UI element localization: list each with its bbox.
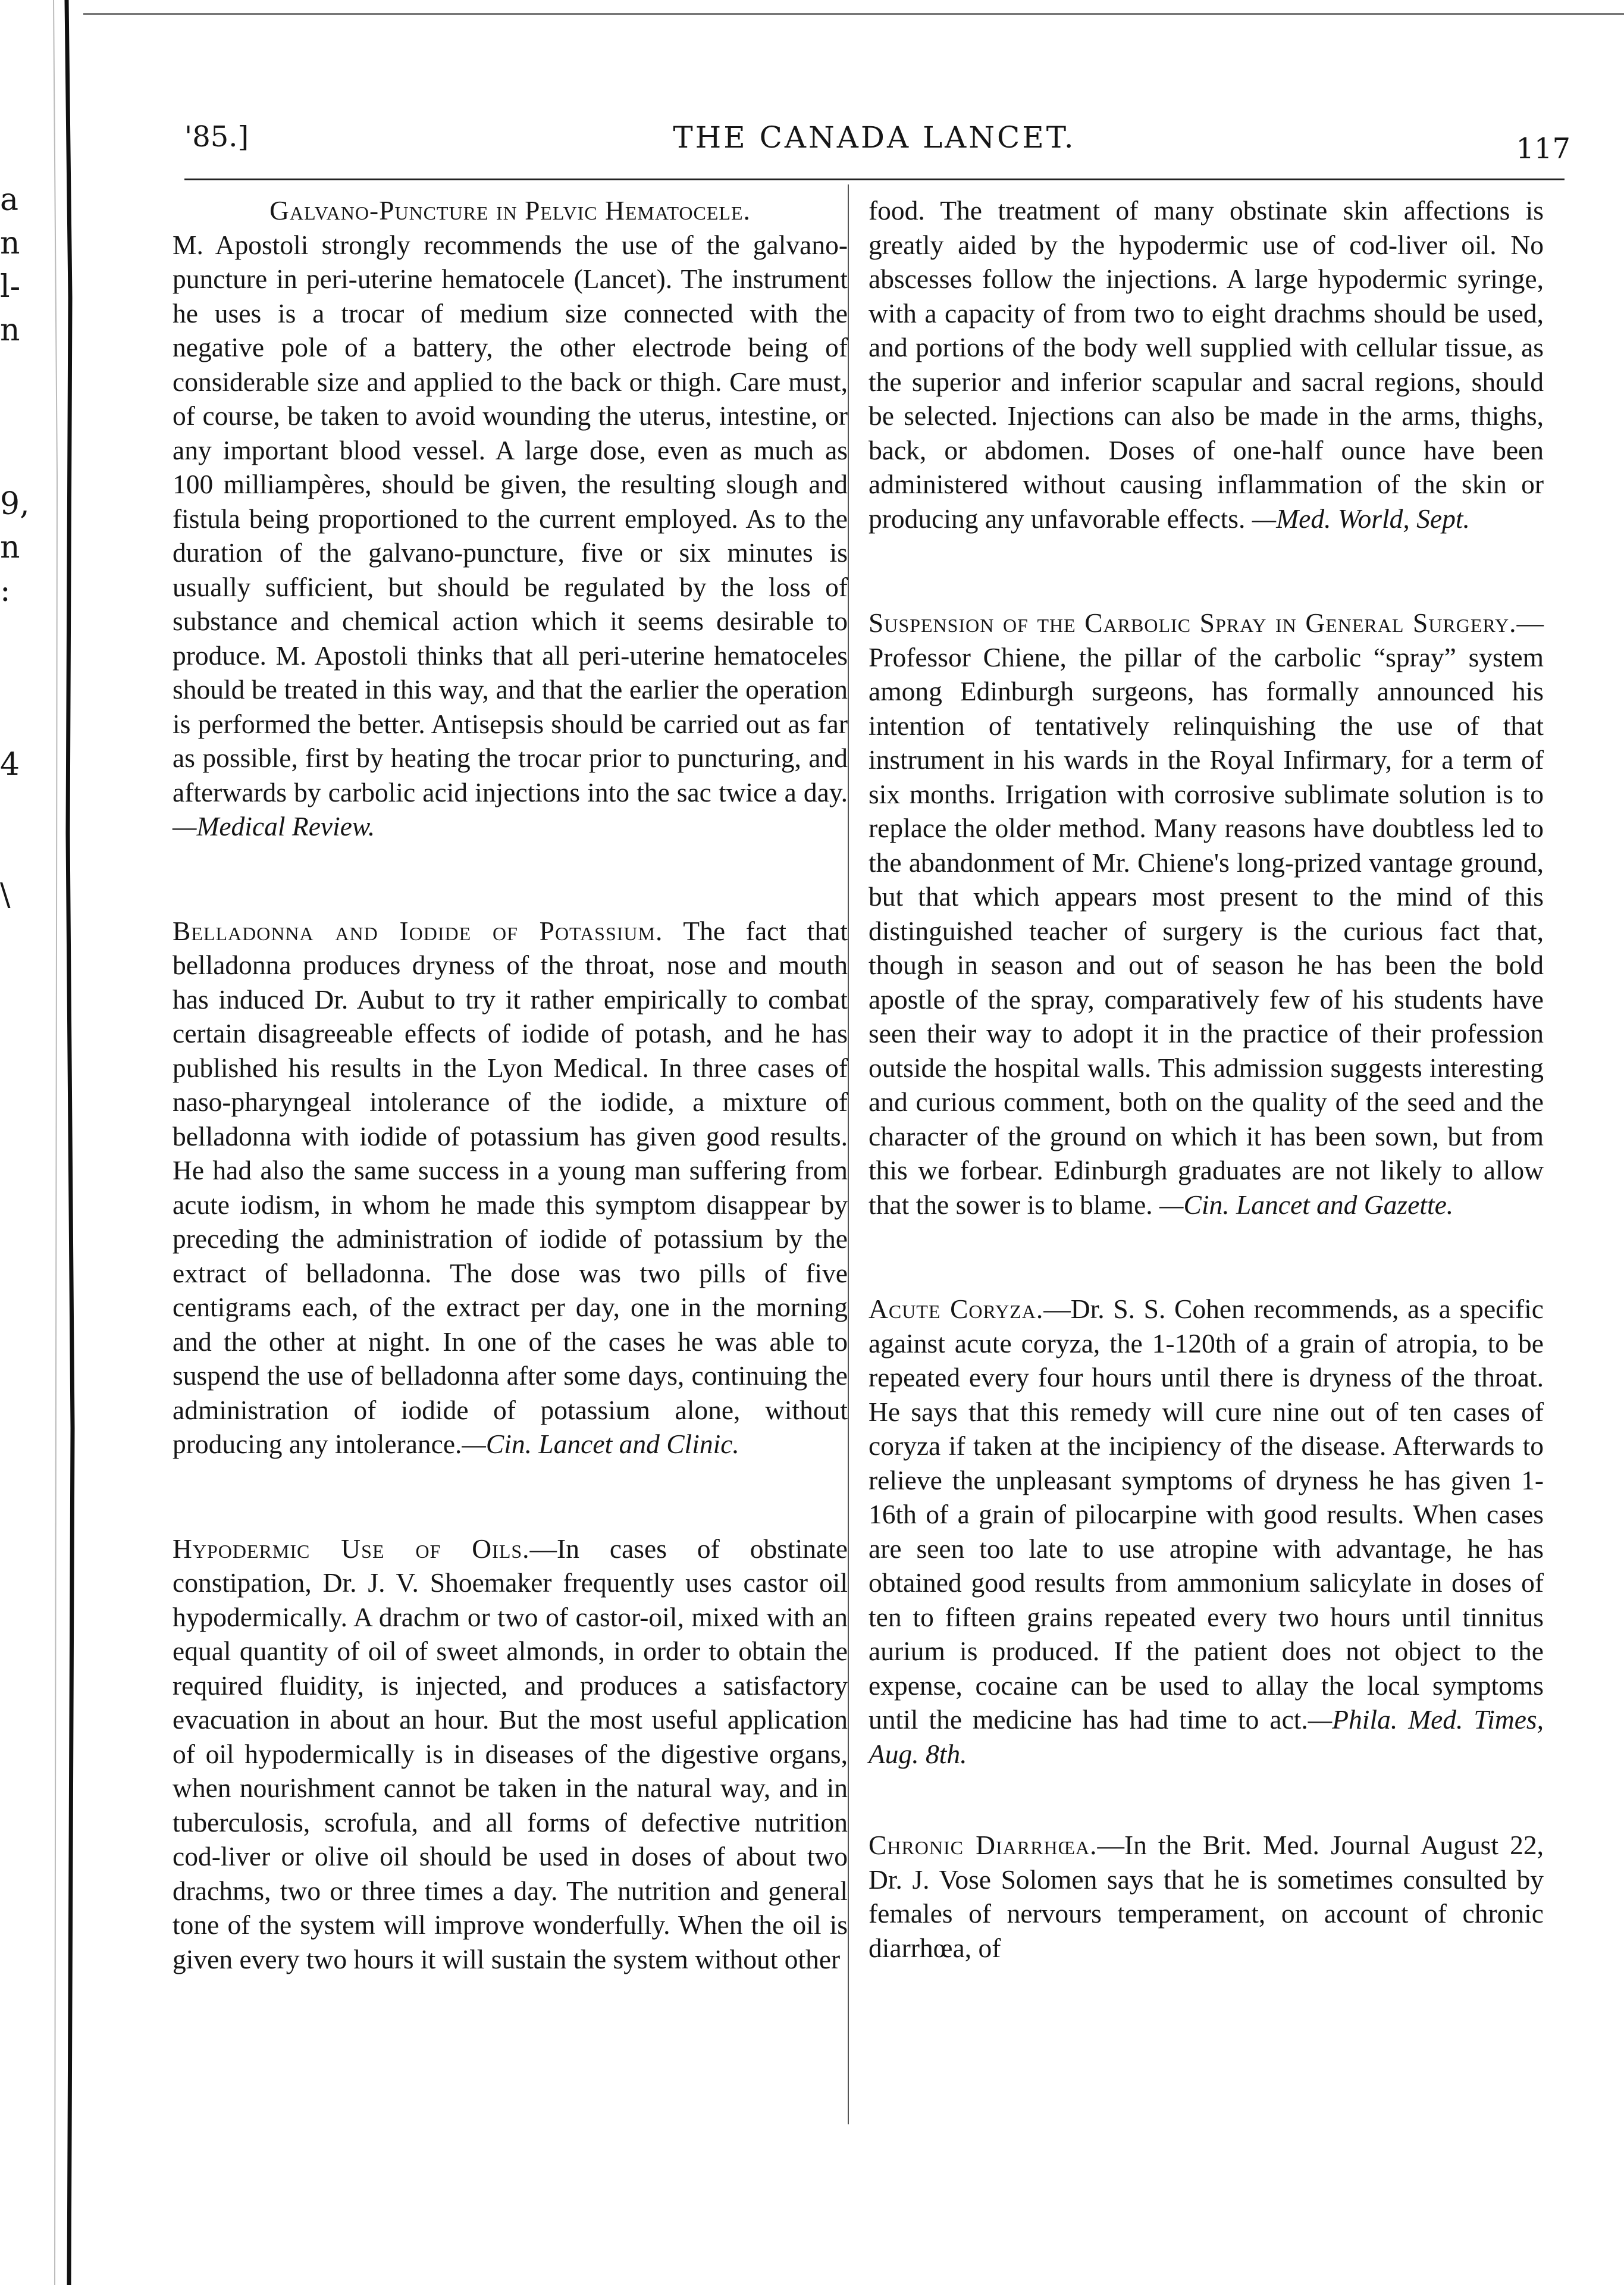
margin-fragment: n bbox=[0, 312, 20, 348]
right-column bbox=[869, 193, 1544, 1965]
article-hypodermic-oils bbox=[173, 1532, 848, 1977]
margin-fragment: a bbox=[0, 182, 19, 218]
margin-fragment bbox=[0, 396, 24, 439]
article-text: The fact that belladonna produces dryness of the throat, nose and mouth has induced Dr. Aubut to try it rather empirically to combat certain disagreeable effects of iodide of potash, and he has published his results in the Lyon Medical. In three cases of naso-pharyngeal intolerance of the iodide, a mixture of belladonna with iodide of potassium has given good results. He had also the same success in a young man suffering from acute iodism, in whom he made this symptom disappear by preceding the administration of iodide of potassium by the extract of belladonna. The dose was two pills of five centigrams each, of the extract per day, one in the morning and the other at night. In one of the cases he was able to suspend the use of belladonna after some days, continuing the administration of iodide of potassium alone, without producing any intolerance. bbox=[173, 915, 848, 1459]
article-title: Hypodermic Use of Oils. bbox=[173, 1533, 530, 1564]
margin-fragment bbox=[0, 787, 24, 830]
article-body bbox=[869, 606, 1544, 1222]
margin-fragment: : bbox=[0, 573, 11, 609]
article-galvano-puncture bbox=[173, 193, 848, 844]
margin-fragment: n bbox=[0, 530, 20, 565]
scan-top-rule bbox=[83, 0, 1624, 15]
article-body bbox=[173, 914, 848, 1461]
article-text: —In cases of obstinate constipation, Dr. J. V. Shoemaker frequently uses castor oil hypodermically. A drachm or two of castor-oil, mixed with an equal quantity of oil of sweet almonds, in order to obtain the required fluidity, is injected, and produces a satisfactory evacuation in about an hour. But the most useful application of oil hypodermically is in diseases of the digestive organs, when nourishment cannot be taken in the natural way, and in tuberculosis, scrofula, and all forms of defective nutrition cod-liver or olive oil should be used in doses of about two drachms, two or three times a day. The nutrition and general tone of the system will improve wonderfully. When the oil is given every two hours it will sustain the system without other bbox=[173, 1533, 848, 1974]
margin-fragment bbox=[0, 352, 24, 396]
article-title: Belladonna and Iodide of Potassium. bbox=[173, 915, 663, 946]
margin-fragment bbox=[0, 439, 24, 483]
article-body bbox=[173, 228, 848, 844]
margin-fragment: n bbox=[0, 226, 20, 261]
article-body bbox=[869, 193, 1544, 536]
margin-fragment: 9, bbox=[0, 486, 30, 522]
article-title: Suspension of the Carbolic Spray in General Surgery. bbox=[869, 608, 1517, 638]
article-text: —Professor Chiene, the pillar of the carbolic “spray” system among Edinburgh surgeons, has formally announced his intention of tentatively relinquishing the use of that instrument in his wards in the Royal Infirmary, for a term of six months. Irrigation with corrosive sublimate solution is to replace the older method. Many reasons have doubtless led to the abandonment of Mr. Chiene's long-prized vantage ground, but that which appears most present to the mind of this distinguished teacher of surgery is the curious fact that, though in season and out of season he has been the bold apostle of the spray, comparatively few of his students have seen their way to adopt it in the practice of their profession outside the hospital walls. This admission suggests interesting and curious comment, both on the quality of the seed and the character of the ground on which it has been sown, but from this we forbear. Edinburgh graduates are not likely to allow that the sower is to blame. bbox=[869, 608, 1544, 1220]
article-text: food. The treatment of many obstinate skin affections is greatly aided by the hypodermic use of cod-liver oil. No abscesses follow the injections. A large hypodermic syringe, with a capacity of from two to eight drachms should be used, and portions of the body well supplied with cellular tissue, as the superior and inferior scapular and sacral regions, should be selected. Injections can also be made in the arms, thighs, back, or abdomen. Doses of one-half ounce have been administered without causing inflammation of the skin or producing any unfavorable effects. bbox=[869, 195, 1544, 534]
header-year: '85.] bbox=[184, 120, 249, 154]
article-title: Galvano-Puncture in Pelvic Hematocele. bbox=[269, 195, 751, 226]
margin-fragment bbox=[0, 613, 24, 656]
article-source: —Phila. Med. Times, Aug. 8th. bbox=[869, 1704, 1544, 1769]
margin-fragment: \ bbox=[0, 877, 11, 913]
article-text: —In the Brit. Med. Journal August 22, Dr. J. Vose Solomen says that he is sometimes consulted by females of nervours temperament, on account of chronic diarrhœa, of bbox=[869, 1830, 1544, 1963]
margin-fragment bbox=[0, 656, 24, 700]
margin-fragment bbox=[0, 830, 24, 874]
article-text: M. Apostoli strongly recommends the use of the galvano-puncture in peri-uterine hematocele (Lancet). The instrument he uses is a trocar of medium size connected with the negative pole of a battery, the other electrode being of considerable size and applied to the back or thigh. Care must, of course, be taken to avoid wounding the uterus, intestine, or any important blood vessel. A large dose, even as much as 100 milliampères, should be given, the resulting slough and fistula being proportioned to the current employed. As to the duration of the galvano-puncture, five or six minutes is usually sufficient, but should be regulated by the loss of substance and chemical action which it seems desirable to produce. M. Apostoli thinks that all peri-uterine hematoceles should be treated in this way, and that the earlier the operation is performed the better. Antisepsis should be carried out as far as possible, first by heating the trocar prior to puncturing, and afterwards by carbolic acid injections into the sac twice a day. bbox=[173, 229, 848, 807]
article-body bbox=[173, 1532, 848, 1977]
article-source: —Cin. Lancet and Clinic. bbox=[462, 1429, 739, 1459]
article-body bbox=[869, 1828, 1544, 1965]
article-source: —Medical Review. bbox=[173, 811, 375, 841]
margin-fragment: 4 bbox=[0, 747, 20, 782]
column-divider bbox=[848, 184, 849, 2124]
article-carbolic-spray bbox=[869, 606, 1544, 1222]
margin-fragment: l- bbox=[0, 269, 21, 305]
article-belladonna bbox=[173, 914, 848, 1461]
article-title: Chronic Diarrhœa. bbox=[869, 1830, 1098, 1860]
article-source: —Cin. Lancet and Gazette. bbox=[1159, 1189, 1454, 1220]
left-column bbox=[173, 193, 848, 1976]
article-text: —Dr. S. S. Cohen recommends, as a specific against acute coryza, the 1-120th of a grain of atropia, to be repeated every four hours until there is dryness of the throat. He says that this remedy will cure nine out of ten cases of coryza if taken at the incipiency of the disease. Afterwards to relieve the unpleasant symptoms of dryness he has given 1-16th of a grain of pilocarpine with good results. When cases are seen too late to use atropine with advantage, he has obtained good results from ammonium salicylate in doses of ten to fifteen grains repeated every two hours until tinnitus aurium is produced. If the patient does not object to the expense, cocaine can be used to allay the local symptoms until the medicine has had time to act. bbox=[869, 1294, 1544, 1735]
article-source: —Med. World, Sept. bbox=[1252, 503, 1470, 534]
margin-fragment bbox=[0, 700, 24, 743]
article-acute-coryza bbox=[869, 1292, 1544, 1771]
article-title: Acute Coryza. bbox=[869, 1294, 1044, 1324]
journal-title: THE CANADA LANCET. bbox=[673, 120, 1076, 155]
page-header bbox=[184, 113, 1570, 180]
article-chronic-diarrhoea bbox=[869, 1828, 1544, 1965]
article-hypodermic-oils-continued bbox=[869, 193, 1544, 536]
article-body bbox=[869, 1292, 1544, 1771]
margin-fragments bbox=[0, 179, 30, 917]
page-number: 117 bbox=[1516, 132, 1570, 165]
